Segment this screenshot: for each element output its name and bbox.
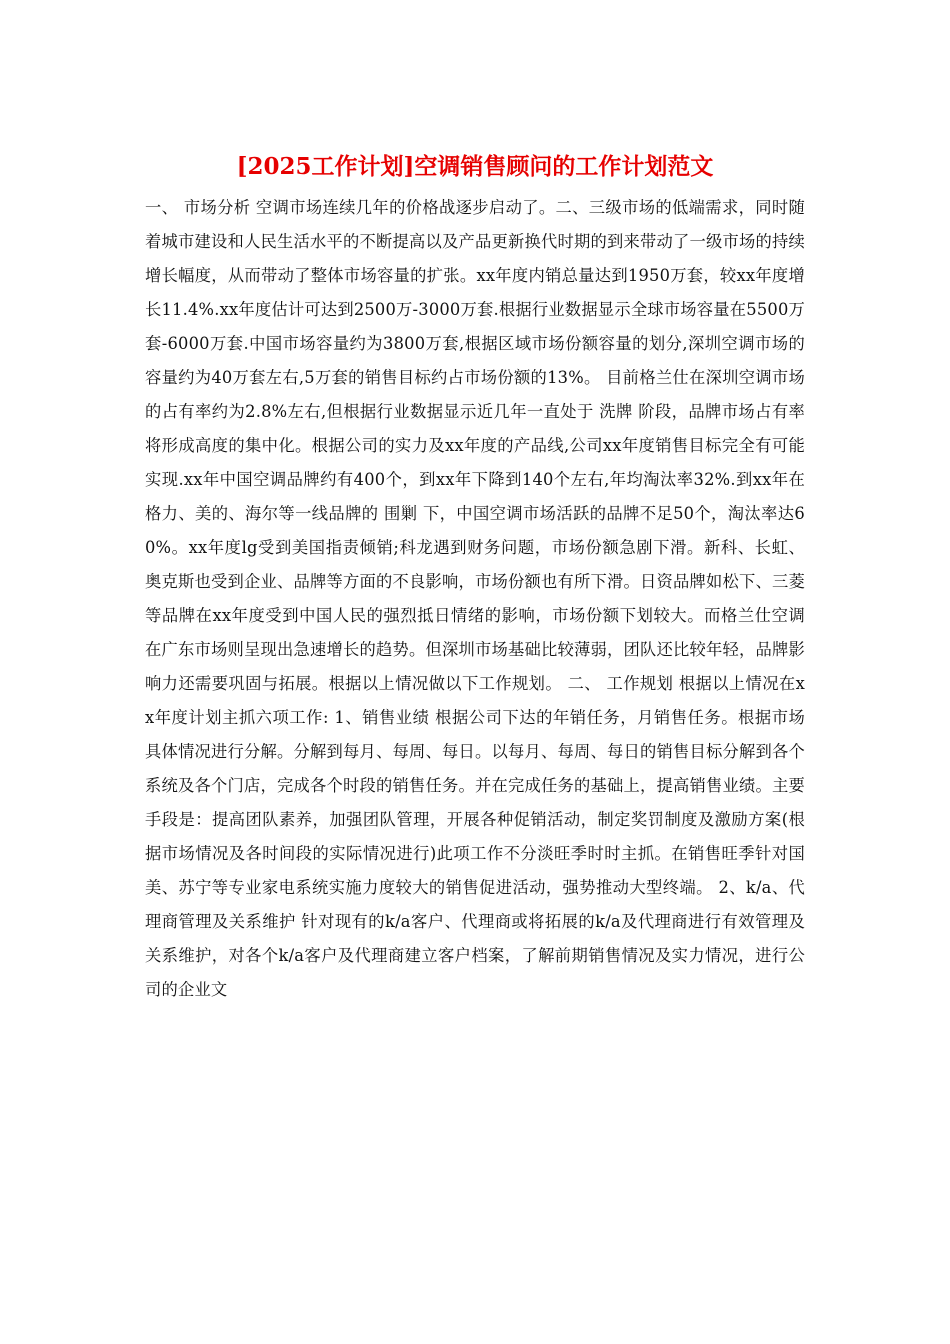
document-body-text: 一、 市场分析 空调市场连续几年的价格战逐步启动了。二、三级市场的低端需求，同时随着城市建设和人民生活水平的不断提高以及产品更新换代时期的到来带动了一级市场的持续增长幅度，从而带动了整体市场容量的扩张。xx年度内销总量达到1950万套，较xx年度增长11.4%.xx年度估计可达到2500万-3000万套.根据行业数据显示全球市场容量在5500万套-6000万套.中国市场容量约为3800万套,根据区域市场份额容量的划分,深圳空调市场的容量约为40万套左右,5万套的销售目标约占市场份额的13%。 目前格兰仕在深圳空调市场的占有率约为2.8%左右,但根据行业数据显示近几年一直处于 洗牌 阶段，品牌市场占有率将形成高度的集中化。根据公司的实力及xx年度的产品线,公司xx年度销售目标完全有可能实现.xx年中国空调品牌约有400个，到xx年下降到140个左右,年均淘汰率32%.到xx年在格力、美的、海尔等一线品牌的 围剿 下，中国空调市场活跃的品牌不足50个，淘汰率达60%。xx年度lg受到美国指责倾销;科龙遇到财务问题，市场份额急剧下滑。新科、长虹、奥克斯也受到企业、品牌等方面的不良影响，市场份额也有所下滑。日资品牌如松下、三菱等品牌在xx年度受到中国人民的强烈抵日情绪的影响，市场份额下划较大。而格兰仕空调在广东市场则呈现出急速增长的趋势。但深圳市场基础比较薄弱，团队还比较年轻，品牌影响力还需要巩固与拓展。根据以上情况做以下工作规划。 二、 工作规划 根据以上情况在xx年度计划主抓六项工作: 1、销售业绩 根据公司下达的年销任务，月销售任务。根据市场具体情况进行分解。分解到每月、每周、每日。以每月、每周、每日的销售目标分解到各个系统及各个门店，完成各个时段的销售任务。并在完成任务的基础上，提高销售业绩。主要手段是：提高团队素养，加强团队管理，开展各种促销活动，制定奖罚制度及激励方案(根据市场情况及各时间段的实际情况进行)此项工作不分淡旺季时时主抓。在销售旺季针对国美、苏宁等专业家电系统实施力度较大的销售促进活动，强势推动大型终端。 2、k/a、代理商管理及关系维护 针对现有的k/a客户、代理商或将拓展的k/a及代理商进行有效管理及关系维护，对各个k/a客户及代理商建立客户档案，了解前期销售情况及实力情况，进行公司的企业文 (145, 198, 805, 999)
document-title: [2025工作计划]空调销售顾问的工作计划范文 (236, 153, 714, 180)
